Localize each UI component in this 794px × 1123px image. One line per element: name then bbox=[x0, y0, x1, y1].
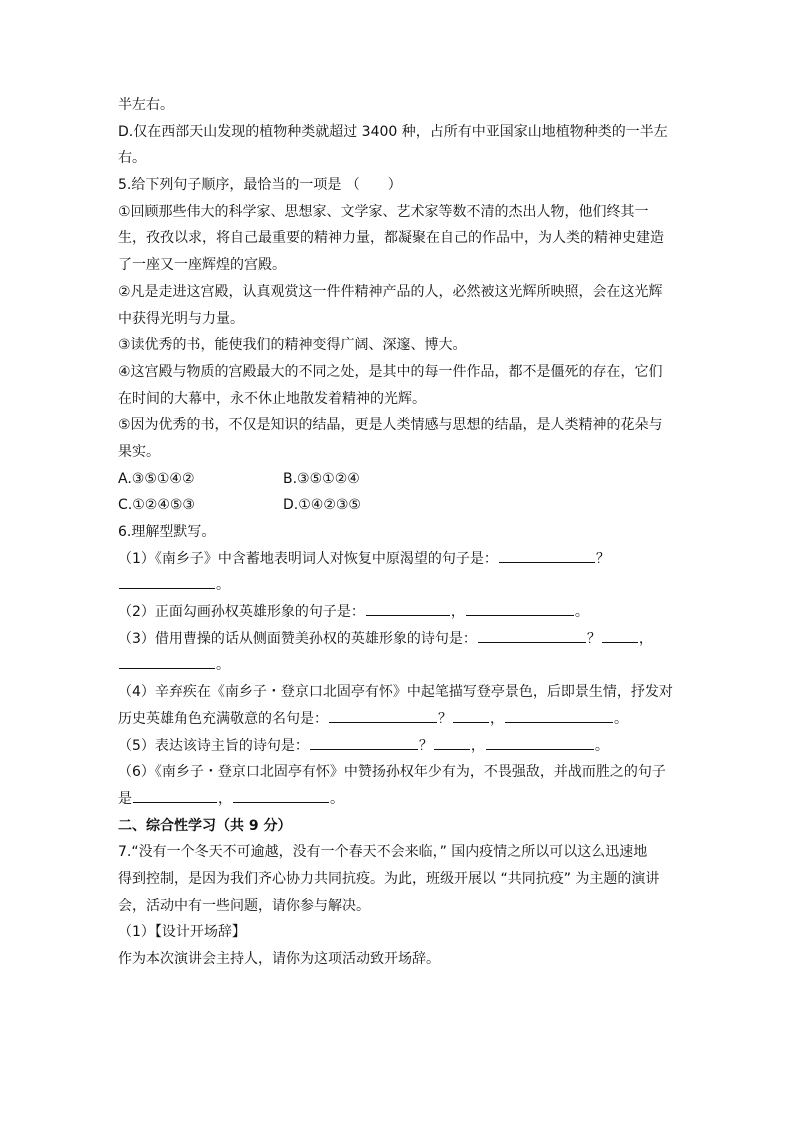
q5-stem: 5.给下列句子顺序，最恰当的一项是 （ ） bbox=[118, 177, 402, 194]
q6-item-5-prompt: （5）表达该诗主旨的诗句是： bbox=[118, 737, 309, 754]
period-mark: 。 bbox=[330, 790, 344, 807]
answer-blank[interactable] bbox=[310, 733, 418, 750]
comma-mark: ， bbox=[450, 604, 465, 621]
q7-stem-line1: 7.“没有一个冬天不可逾越，没有一个春天不会来临，” 国内疫情之所以可以这么迅速地 bbox=[118, 844, 648, 861]
q5-sentence-5-line2: 果实。 bbox=[118, 443, 160, 460]
q6-item-3-prompt: （3）借用曹操的话从侧面赞美孙权的英雄形象的诗句是： bbox=[118, 630, 477, 647]
q6-stem: 6.理解型默写。 bbox=[118, 524, 216, 540]
period-mark: 。 bbox=[594, 737, 609, 754]
q6-item-1-prompt: （1）《南乡子》中含蓄地表明词人对恢复中原渴望的句子是： bbox=[118, 550, 498, 567]
answer-blank[interactable] bbox=[119, 652, 215, 669]
q5-sentence-4-line2: 在时间的大幕中，永不休止地散发着精神的光辉。 bbox=[118, 390, 426, 407]
q7-subquestion-1-title: （1）【设计开场辞】 bbox=[118, 924, 246, 941]
answer-blank[interactable] bbox=[133, 786, 217, 803]
q5-options-row-2 bbox=[118, 492, 678, 519]
q5-option-a[interactable]: A.③⑤①④② bbox=[118, 470, 195, 487]
answer-blank[interactable] bbox=[478, 626, 586, 643]
q4-option-d-line1: D.仅在西部天山发现的植物种类就超过 3400 种，占所有中亚国家山地植物种类的一半左 bbox=[118, 123, 668, 140]
period-mark: 。 bbox=[216, 577, 230, 594]
document-body bbox=[118, 92, 678, 973]
answer-blank[interactable] bbox=[233, 786, 329, 803]
q6-item-2 bbox=[118, 599, 678, 626]
answer-blank[interactable] bbox=[366, 599, 450, 616]
q6-item-5 bbox=[118, 733, 678, 760]
period-mark: 。 bbox=[574, 604, 589, 621]
q6-item-1-line1 bbox=[118, 546, 678, 573]
comma-mark: ， bbox=[490, 710, 504, 727]
answer-blank[interactable] bbox=[602, 626, 638, 643]
q6-item-1-line2 bbox=[118, 572, 678, 599]
period-mark: 。 bbox=[614, 710, 628, 727]
q6-item-4-prompt: 历史英雄角色充满敬意的名句是： bbox=[118, 710, 328, 727]
q5-sentence-2-line2: 中获得光明与力量。 bbox=[118, 310, 244, 327]
q6-item-4-line2 bbox=[118, 706, 678, 733]
answer-blank[interactable] bbox=[329, 706, 437, 723]
answer-blank[interactable] bbox=[505, 706, 613, 723]
q4-option-c-end: 半左右。 bbox=[118, 97, 174, 113]
section-2-heading: 二、综合性学习（共 9 分） bbox=[118, 817, 292, 834]
answer-blank[interactable] bbox=[486, 733, 594, 750]
q5-option-d[interactable]: D.①④②③⑤ bbox=[283, 497, 361, 514]
question-mark: ？ bbox=[418, 737, 433, 754]
question-mark: ？ bbox=[438, 710, 452, 727]
q6-item-6-line2 bbox=[118, 786, 678, 813]
answer-blank[interactable] bbox=[434, 733, 470, 750]
period-mark: 。 bbox=[216, 657, 230, 674]
answer-blank[interactable] bbox=[119, 572, 215, 589]
comma-mark: ， bbox=[638, 630, 653, 647]
q7-subquestion-1-text: 作为本次演讲会主持人，请你为这项活动致开场辞。 bbox=[118, 951, 440, 967]
q6-item-4-line1: （4）辛弃疾在《南乡子・登京口北固亭有怀》中起笔描写登亭景色，后即景生情，抒发对 bbox=[118, 684, 673, 701]
q6-item-2-prompt: （2）正面勾画孙权英雄形象的句子是： bbox=[118, 604, 365, 621]
q5-sentence-1-line1: ①回顾那些伟大的科学家、思想家、文学家、艺术家等数不清的杰出人物，他们终其一 bbox=[118, 203, 649, 220]
q6-item-3-line1 bbox=[118, 626, 678, 653]
q5-sentence-2-line1: ②凡是走进这宫殿，认真观赏这一件件精神产品的人，必然被这光辉所映照，会在这光辉 bbox=[118, 283, 663, 300]
q6-item-6-line1: （6）《南乡子・登京口北固亭有怀》中赞扬孙权年少有为，不畏强敌，并战而胜之的句子 bbox=[118, 764, 666, 781]
q4-option-d-line2: 右。 bbox=[118, 150, 146, 167]
q7-stem-line2: 得到控制，是因为我们齐心协力共同抗疫。为此，班级开展以 “共同抗疫” 为主题的演讲 bbox=[118, 870, 660, 887]
q5-option-b[interactable]: B.③⑤①②④ bbox=[283, 470, 360, 487]
comma-mark: ， bbox=[470, 737, 485, 754]
q7-stem-line3: 会，活动中有一些问题，请你参与解决。 bbox=[118, 897, 370, 914]
answer-blank[interactable] bbox=[499, 546, 595, 563]
q5-sentence-4-line1: ④这宫殿与物质的宫殿最大的不同之处，是其中的每一件作品，都不是僵死的存在，它们 bbox=[118, 363, 663, 380]
answer-blank[interactable] bbox=[453, 706, 489, 723]
q5-sentence-3: ③读优秀的书，能使我们的精神变得广阔、深邃、博大。 bbox=[118, 337, 467, 354]
q6-item-6-prompt: 是 bbox=[118, 790, 132, 807]
q5-option-c[interactable]: C.①②④⑤③ bbox=[118, 497, 195, 514]
q5-options-row-1 bbox=[118, 466, 678, 493]
q5-sentence-1-line2: 生，孜孜以求，将自己最重要的精神力量，都凝聚在自己的作品中，为人类的精神史建造 bbox=[118, 230, 664, 247]
question-mark: ？ bbox=[586, 630, 601, 647]
comma-mark: ， bbox=[218, 790, 232, 807]
q5-sentence-5-line1: ⑤因为优秀的书，不仅是知识的结晶，更是人类情感与思想的结晶，是人类精神的花朵与 bbox=[118, 417, 663, 434]
q6-item-3-line2 bbox=[118, 652, 678, 679]
answer-blank[interactable] bbox=[466, 599, 574, 616]
question-mark: ？ bbox=[595, 550, 610, 567]
q5-sentence-1-line3: 了一座又一座辉煌的宫殿。 bbox=[118, 257, 286, 274]
